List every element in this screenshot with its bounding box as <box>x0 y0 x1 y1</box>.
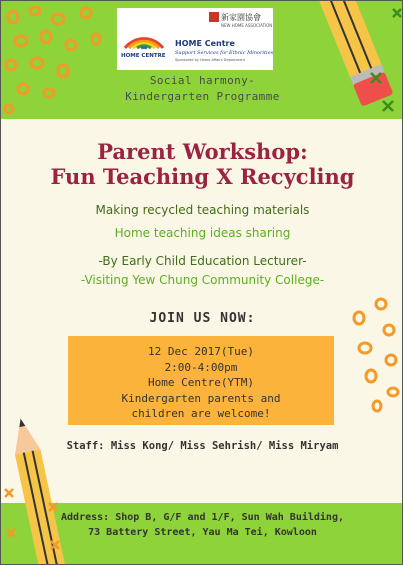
address-line-1: Address: Shop B, G/F and 1/F, Sun Wah Building, <box>61 512 344 523</box>
pencil-bottom-left <box>1 411 71 565</box>
speaker-line-1: -By Early Child Education Lecturer- <box>98 254 307 268</box>
staff-list: Staff: Miss Kong/ Miss Sehrish/ Miss Miryam <box>66 440 339 452</box>
event-note-2: children are welcome! <box>131 407 271 420</box>
event-time: 2:00-4:00pm <box>164 360 238 374</box>
logo-graphic <box>117 8 273 70</box>
topic-2: Home teaching ideas sharing <box>114 226 291 240</box>
event-venue: Home Centre(YTM) <box>148 376 254 389</box>
topic-1: Making recycled teaching materials <box>95 203 310 217</box>
logo-sponsor: Sponsored by Home Affairs Department <box>175 58 245 62</box>
slogan-line-1: Social harmony- <box>149 74 256 87</box>
logo-badge: HOME CENTRE <box>121 53 166 59</box>
logo-centre-name: HOME Centre <box>175 39 235 48</box>
join-us-heading: JOIN US NOW: <box>149 311 256 326</box>
event-date: 12 Dec 2017(Tue) <box>148 345 254 358</box>
logo-association: NEW HOME ASSOCIATION <box>221 23 273 28</box>
title-line-1: Parent Workshop: <box>97 139 308 164</box>
home-centre-logo <box>117 8 273 70</box>
title-line-2: Fun Teaching X Recycling <box>50 164 355 189</box>
logo-chinese: 新家園協會 <box>221 13 261 22</box>
slogan-line-2: Kindergarten Programme <box>125 90 280 103</box>
event-note-1: Kindergarten parents and <box>121 391 281 405</box>
speaker-line-2: -Visiting Yew Chung Community College- <box>80 273 325 287</box>
logo-tagline: Support Services for Ethnic Minorities <box>175 50 273 56</box>
event-details-box <box>68 336 334 425</box>
address-line-2: 73 Battery Street, Yau Ma Tei, Kowloon <box>88 527 317 538</box>
